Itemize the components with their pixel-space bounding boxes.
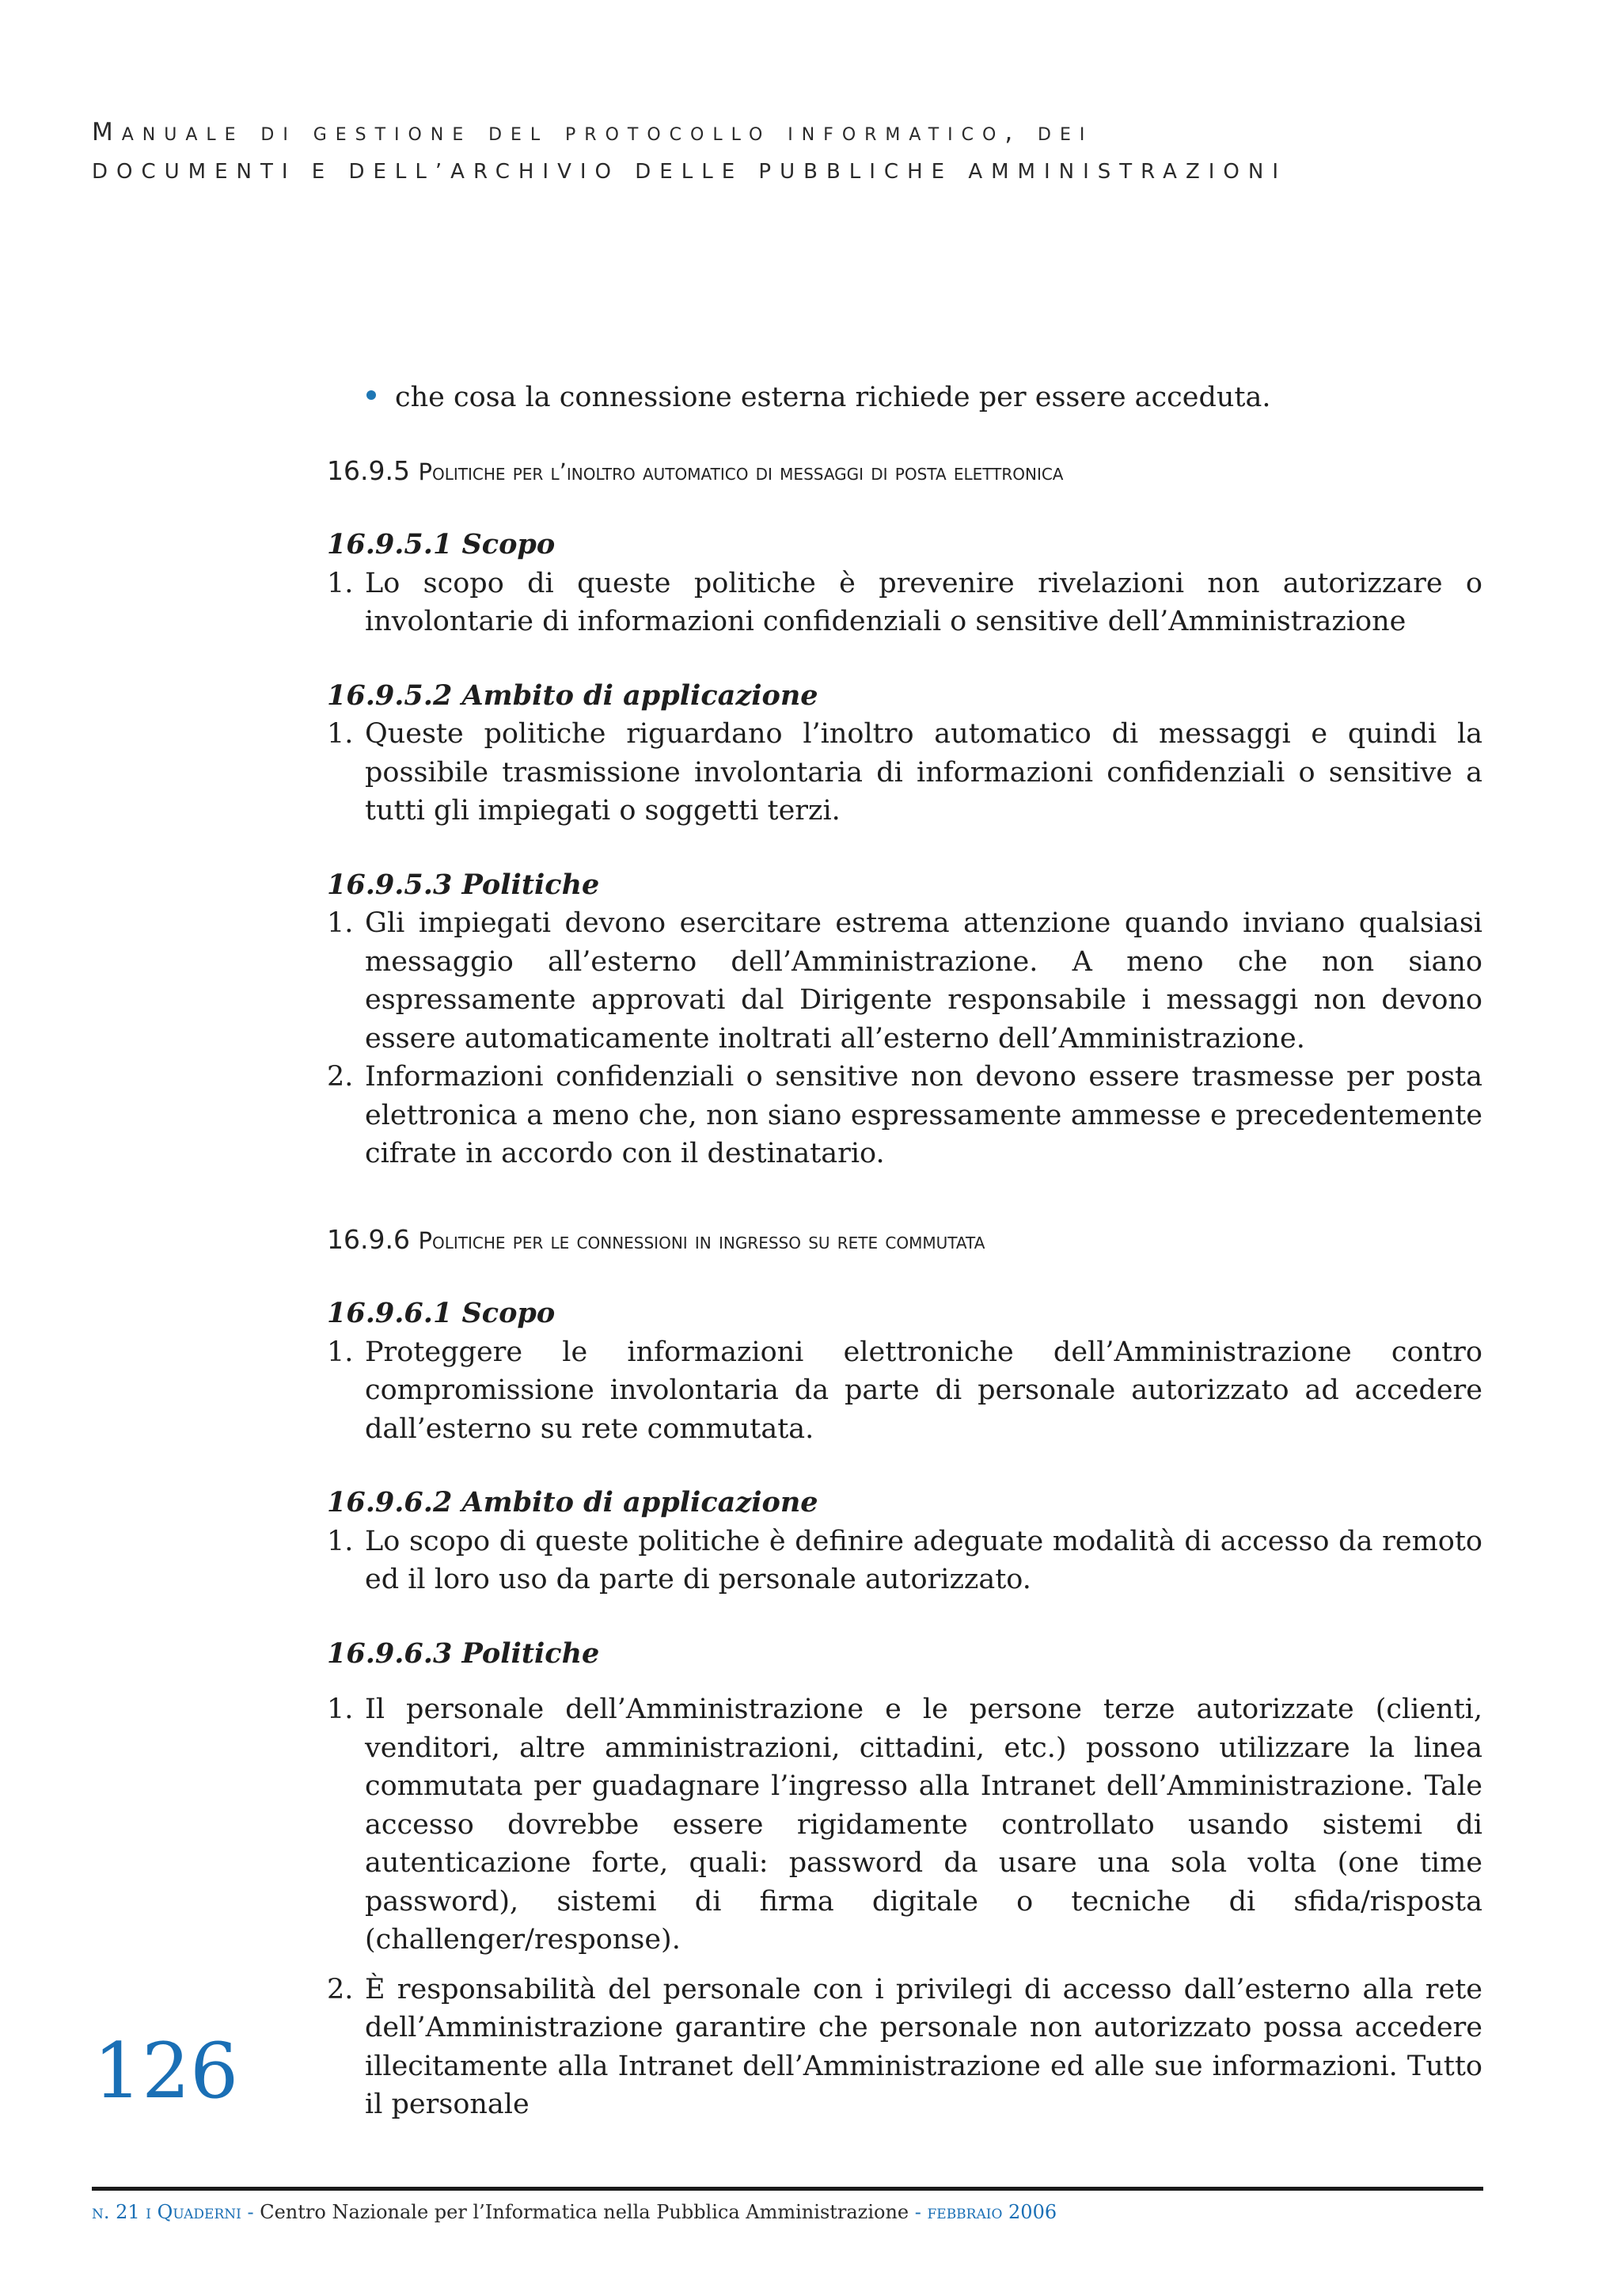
subsection-heading: 16.9.5.1 Scopo [327, 528, 556, 561]
subsection-heading: 16.9.6.1 Scopo [327, 1297, 556, 1329]
numbered-item [327, 904, 1482, 1058]
subsection-heading: 16.9.5.2 Ambito di applicazione [327, 679, 818, 712]
numbered-item [327, 1333, 1482, 1449]
item-text: È responsabilità del personale con i privilegi di accesso dall’esterno alla rete dell’Amministrazione garantire che personale non autorizzato possa accedere illecitamente alla Intranet dell’Amministrazione ed alle sue informazioni. Tutto il personale [365, 1973, 1482, 2120]
footer-divider [92, 2187, 1483, 2191]
footer [92, 2201, 1057, 2223]
item-text: Proteggere le informazioni elettroniche dell’Amministrazione contro compromissione involontaria da parte di personale autorizzato ad accedere dall’esterno su rete commutata. [365, 1336, 1482, 1445]
bullet-icon [366, 390, 376, 400]
numbered-item [327, 1522, 1482, 1599]
item-text: Il personale dell’Amministrazione e le persone terze autorizzate (clienti, venditori, altre amministrazioni, cittadini, etc.) possono utilizzare la linea commutata per guadagnare l’ingresso alla Intranet dell’Amministrazione. Tale accesso dovrebbe essere rigidamente controllato usando sistemi di autenticazione forte, quali: password da usare una sola volta (one time password), sistemi di firma digitale o tecniche di sfida/risposta (challenger/response). [365, 1693, 1482, 1956]
running-head [92, 112, 1517, 192]
subsection-16-9-6-2 [327, 1484, 1482, 1599]
subsection-16-9-5-1 [327, 526, 1482, 641]
numbered-item [327, 564, 1482, 641]
page-number: 126 [93, 2027, 239, 2115]
section-title: Politiche per l’inoltro automatico di messaggi di posta elettronica [418, 458, 1064, 485]
footer-separator: - [241, 2201, 260, 2223]
item-text: Informazioni confidenziali o sensitive non devono essere trasmesse per posta elettronica a meno che, non siano espressamente ammesse e precedentemente cifrate in accordo con il destinatario. [365, 1061, 1482, 1169]
item-number: 1. [327, 1525, 354, 1557]
item-text: Lo scopo di queste politiche è definire adeguate modalità di accesso da remoto ed il loro uso da parte di personale autorizzato. [365, 1525, 1482, 1595]
subsection-16-9-6-1 [327, 1294, 1482, 1448]
item-number: 1. [327, 907, 354, 939]
section-title: Politiche per le connessioni in ingresso su rete commutata [418, 1226, 985, 1254]
numbered-item [327, 715, 1482, 831]
item-number: 2. [327, 1973, 354, 2005]
bullet-text: che cosa la connessione esterna richiede per essere acceduta. [395, 382, 1271, 413]
item-text: Gli impiegati devono esercitare estrema attenzione quando inviano qualsiasi messaggio all’esterno dell’Amministrazione. A meno che non siano espressamente approvati dal Dirigente responsabile i messaggi non devono essere automaticamente inoltrati all’esterno dell’Amministrazione. [365, 907, 1482, 1055]
subsection-heading: 16.9.6.3 Politiche [327, 1636, 600, 1670]
running-head-line-1: Manuale di gestione del protocollo informatico, dei [92, 118, 1094, 146]
section-heading-16-9-6 [327, 1221, 1482, 1260]
numbered-item [327, 1971, 1482, 2124]
subsection-heading: 16.9.5.3 Politiche [327, 868, 600, 901]
section-number: 16.9.5 [327, 454, 410, 486]
subsection-heading: 16.9.6.2 Ambito di applicazione [327, 1486, 818, 1519]
section-number: 16.9.6 [327, 1223, 410, 1255]
item-number: 1. [327, 1336, 354, 1368]
footer-date: febbraio 2006 [927, 2201, 1057, 2223]
numbered-item [327, 1690, 1482, 1960]
subsection-16-9-5-2 [327, 677, 1482, 831]
section-heading-16-9-5 [327, 452, 1482, 492]
running-head-line-2: DOCUMENTI E DELL’ARCHIVIO DELLE PUBBLICHE AMMINISTRAZIONI [92, 160, 1288, 184]
subsection-16-9-5-3 [327, 866, 1482, 1173]
numbered-item [327, 1058, 1482, 1173]
item-number: 1. [327, 1693, 354, 1725]
footer-publisher: Centro Nazionale per l’Informatica nella Pubblica Amministrazione [260, 2201, 909, 2223]
item-text: Queste politiche riguardano l’inoltro automatico di messaggi e quindi la possibile trasmissione involontaria di informazioni confidenziali o sensitive a tutti gli impiegati o soggetti terzi. [365, 718, 1482, 827]
item-text: Lo scopo di queste politiche è prevenire rivelazioni non autorizzare o involontarie di informazioni confidenziali o sensitive dell’Amministrazione [365, 567, 1482, 637]
item-number: 2. [327, 1061, 354, 1093]
footer-separator: - [909, 2201, 928, 2223]
subsection-16-9-6-3 [327, 1635, 1482, 2124]
bullet-item [366, 378, 1482, 417]
item-number: 1. [327, 567, 354, 599]
item-number: 1. [327, 718, 354, 750]
body-column [327, 378, 1482, 2160]
footer-issue: n. 21 i Quaderni [92, 2201, 241, 2223]
